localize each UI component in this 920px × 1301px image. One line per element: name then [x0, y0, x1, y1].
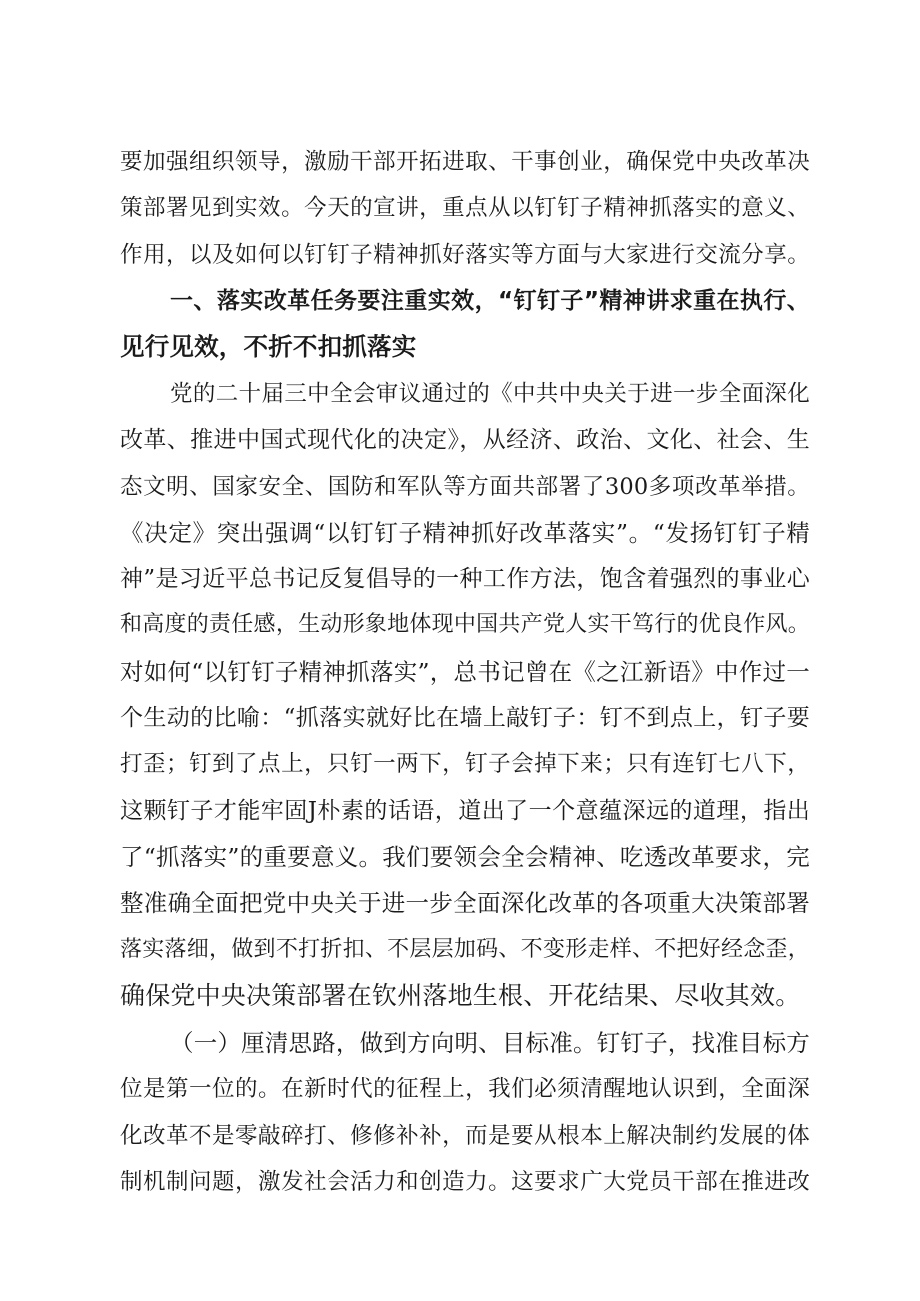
p1-line-4: 《决定》突出强调“以钉钉子精神抓好改革落实”。“发扬钉钉子精 [120, 518, 810, 547]
p1-line-11: 了“抓落实”的重要意义。我们要领会全会精神、吃透改革要求，完 [120, 842, 810, 871]
p1-line-5: 神”是习近平总书记反复倡导的一种工作方法，饱含着强烈的事业心 [120, 566, 810, 593]
p1-line-13: 落实落细，做到不打折扣、不层层加码、不变形走样、不把好经念歪， [120, 936, 810, 962]
p1-line-7: 对如何“以钉钉子精神抓落实”，总书记曾在《之江新语》中作过一 [120, 657, 810, 686]
p1-line-9: 打歪；钉到了点上，只钉一两下，钉子会掉下来；只有连钉七八下， [120, 751, 810, 778]
p2-line-3: 化改革不是零敲碎打、修修补补，而是要从根本上解决制约发展的体 [120, 1122, 810, 1149]
p2-line-4: 制机制问题，激发社会活力和创造力。这要求广大党员干部在推进改 [120, 1168, 810, 1195]
p1-line-6: 和高度的责任感，生动形象地体现中国共产党人实干笃行的优良作风。 [120, 612, 810, 638]
intro-line-1: 要加强组织领导，激励干部开拓进取、干事创业，确保党中央改革决 [120, 149, 810, 175]
p1-line-1: 党的二十届三中全会审议通过的《中共中央关于进一步全面深化 [170, 381, 810, 407]
paragraph-2 [120, 1020, 810, 1205]
heading-line-2: 见行见效，不折不扣抓落实 [120, 332, 417, 362]
p1-line-12: 整准确全面把党中央关于进一步全面深化改革的各项重大决策部署 [120, 889, 810, 918]
p1-line-3: 态文明、国家安全、国防和军队等方面共部署了300多项改革举措。 [120, 473, 810, 500]
p2-line-1: （一）厘清思路，做到方向明、目标准。钉钉子，找准目标方 [170, 1029, 810, 1057]
intro-line-3: 作用，以及如何以钉钉子精神抓好落实等方面与大家进行交流分享。 [120, 241, 810, 268]
p1-line-14: 确保党中央决策部署在钦州落地生根、开花结果、尽收其效。 [120, 980, 801, 1010]
p1-line-8: 个生动的比喻：“抓落实就好比在墙上敲钉子：钉不到点上，钉子要 [120, 705, 810, 732]
p1-line-2: 改革、推进中国式现代化的决定》，从经济、政治、文化、社会、生 [120, 427, 810, 454]
heading-line-1: 一、落实改革任务要注重实效，“钉钉子”精神讲求重在执行、 [170, 288, 810, 314]
paragraph-1 [120, 371, 810, 1019]
intro-line-2: 策部署见到实效。今天的宣讲，重点从以钉钉子精神抓落实的意义、 [120, 195, 810, 222]
section-1-heading [120, 278, 810, 371]
intro-paragraph [120, 139, 810, 278]
p2-line-2: 位是第一位的。在新时代的征程上，我们必须清醒地认识到，全面深 [120, 1076, 810, 1103]
p1-line-10: 这颗钉子才能牢固J朴素的话语，道出了一个意蕴深远的道理，指出 [120, 797, 810, 824]
